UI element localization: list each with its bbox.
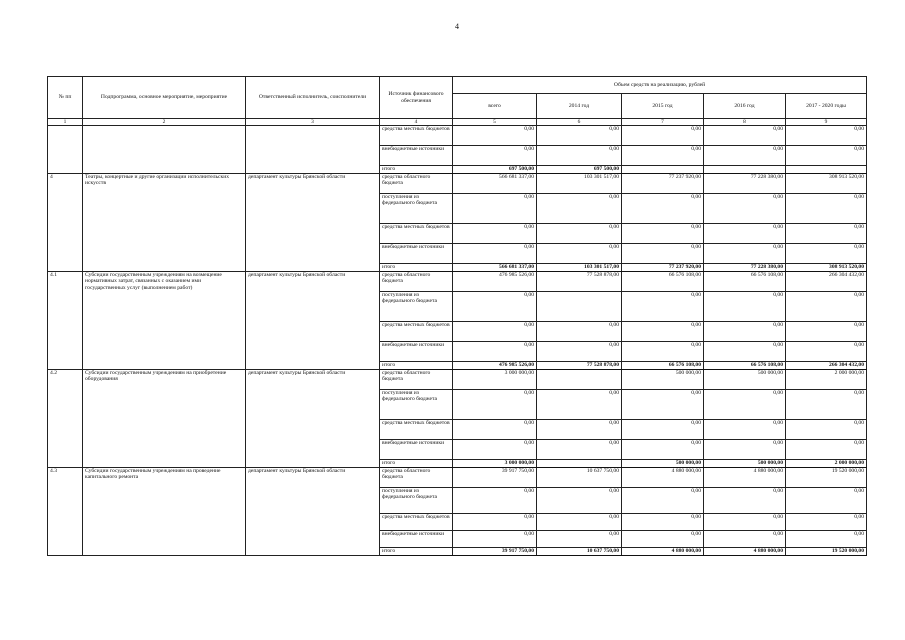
value-2016: 0,00 (704, 390, 786, 420)
header-volume: Объем средств на реализацию, рублей (453, 77, 867, 94)
value-2014: 10 637 750,00 (537, 548, 622, 556)
value-2015: 77 237 920,00 (622, 174, 704, 194)
executor-name: департамент культуры Брянской области (246, 468, 380, 556)
funding-source: внебюджетные источники (380, 531, 453, 548)
value-2017-2020: 0,00 (786, 292, 867, 322)
value-total: 39 917 750,00 (453, 548, 537, 556)
value-2017-2020: 0,00 (786, 126, 867, 146)
value-2014: 0,00 (537, 390, 622, 420)
value-2017-2020: 266 304 432,00 (786, 362, 867, 370)
value-2017-2020: 0,00 (786, 342, 867, 362)
value-2014: 0,00 (537, 488, 622, 514)
value-2015: 77 237 920,00 (622, 264, 704, 272)
value-2015: 0,00 (622, 420, 704, 440)
value-2017-2020: 0,00 (786, 440, 867, 460)
value-2015: 0,00 (622, 146, 704, 166)
value-2017-2020: 0,00 (786, 390, 867, 420)
value-2014 (537, 370, 622, 390)
value-2017-2020: 0,00 (786, 488, 867, 514)
value-total: 0,00 (453, 420, 537, 440)
funding-source: поступления из федерального бюджета (380, 488, 453, 514)
value-total: 0,00 (453, 488, 537, 514)
budget-table (47, 76, 867, 556)
funding-source: средства местных бюджетов (380, 224, 453, 244)
value-2016: 0,00 (704, 194, 786, 224)
value-2015: 4 880 000,00 (622, 548, 704, 556)
funding-source: средства областного бюджета (380, 272, 453, 292)
value-total: 0,00 (453, 440, 537, 460)
value-2015: 500 000,00 (622, 370, 704, 390)
value-total: 0,00 (453, 342, 537, 362)
value-2014: 0,00 (537, 420, 622, 440)
table-row (48, 174, 867, 194)
value-total: 0,00 (453, 126, 537, 146)
value-2014: 0,00 (537, 244, 622, 264)
funding-source: итого (380, 362, 453, 370)
value-2015: 66 576 108,00 (622, 272, 704, 292)
funding-source: итого (380, 166, 453, 174)
column-number: 7 (622, 119, 704, 126)
funding-source: средства областного бюджета (380, 174, 453, 194)
value-total: 566 681 337,00 (453, 264, 537, 272)
executor-name: департамент культуры Брянской области (246, 272, 380, 370)
value-2016: 0,00 (704, 440, 786, 460)
header-program: Подпрограмма, основное мероприятие, мероприятие (83, 77, 246, 119)
value-2014: 103 301 517,00 (537, 174, 622, 194)
funding-source: поступления из федерального бюджета (380, 194, 453, 224)
header-2015: 2015 год (622, 94, 704, 119)
value-total: 39 917 750,00 (453, 468, 537, 488)
executor-name: департамент культуры Брянской области (246, 370, 380, 468)
value-2014: 697 500,00 (537, 166, 622, 174)
value-2016: 0,00 (704, 420, 786, 440)
funding-source: внебюджетные источники (380, 342, 453, 362)
value-2015: 0,00 (622, 126, 704, 146)
column-number: 8 (704, 119, 786, 126)
value-2015: 0,00 (622, 224, 704, 244)
program-name: Субсидии государственным учреждениям на возмещение нормативных затрат, связанных с оказанием ими государственных услуг (выполнением работ) (83, 272, 246, 370)
value-2014: 0,00 (537, 146, 622, 166)
row-number: 4.3 (48, 468, 83, 556)
value-2016: 77 228 380,00 (704, 174, 786, 194)
value-2016: 77 228 380,00 (704, 264, 786, 272)
program-name: Субсидии государственным учреждениям на проведение капитального ремонта (83, 468, 246, 556)
value-total: 476 985 526,00 (453, 272, 537, 292)
program-name: Театры, концертные и другие организации исполнительских искусств (83, 174, 246, 272)
value-total: 3 000 000,00 (453, 370, 537, 390)
value-2014: 77 528 878,00 (537, 272, 622, 292)
value-2014 (537, 292, 622, 322)
value-2015: 0,00 (622, 514, 704, 531)
column-number: 6 (537, 119, 622, 126)
column-number: 5 (453, 119, 537, 126)
value-total: 697 500,00 (453, 166, 537, 174)
header-executor: Ответственный исполнитель, соисполнители (246, 77, 380, 119)
value-2014: 0,00 (537, 126, 622, 146)
table-row (48, 126, 867, 146)
value-2015: 4 880 000,00 (622, 468, 704, 488)
row-number: 4 (48, 174, 83, 272)
column-number: 2 (83, 119, 246, 126)
value-2016: 4 880 000,00 (704, 468, 786, 488)
header-source: Источник финансового обеспечения (380, 77, 453, 119)
value-2016 (704, 166, 786, 174)
table-body (48, 126, 867, 556)
value-2015: 500 000,00 (622, 460, 704, 468)
row-number (48, 126, 83, 174)
column-number: 4 (380, 119, 453, 126)
row-number: 4.2 (48, 370, 83, 468)
funding-source: поступления из федерального бюджета (380, 390, 453, 420)
column-number: 9 (786, 119, 867, 126)
value-2016: 0,00 (704, 322, 786, 342)
value-2016: 0,00 (704, 342, 786, 362)
table-row (48, 468, 867, 488)
value-total: 0,00 (453, 390, 537, 420)
value-total: 476 985 526,00 (453, 362, 537, 370)
value-2016: 0,00 (704, 244, 786, 264)
value-2017-2020 (786, 166, 867, 174)
value-2014: 0,00 (537, 224, 622, 244)
value-2015: 0,00 (622, 440, 704, 460)
value-2016: 0,00 (704, 146, 786, 166)
column-numbers-row (48, 119, 867, 126)
value-total: 0,00 (453, 194, 537, 224)
value-2014: 0,00 (537, 194, 622, 224)
value-2015: 0,00 (622, 342, 704, 362)
value-2017-2020: 2 000 000,00 (786, 460, 867, 468)
executor-name: департамент культуры Брянской области (246, 174, 380, 272)
value-2016: 66 576 108,00 (704, 272, 786, 292)
value-2015: 0,00 (622, 390, 704, 420)
funding-source: поступления из федерального бюджета (380, 292, 453, 322)
value-2015: 0,00 (622, 322, 704, 342)
value-2016: 4 880 000,00 (704, 548, 786, 556)
header-2014: 2014 год (537, 94, 622, 119)
value-2017-2020: 0,00 (786, 224, 867, 244)
funding-source: средства областного бюджета (380, 468, 453, 488)
value-2017-2020: 19 520 000,00 (786, 468, 867, 488)
value-2017-2020: 19 520 000,00 (786, 548, 867, 556)
value-2014: 0,00 (537, 322, 622, 342)
program-name (83, 126, 246, 174)
value-2017-2020: 0,00 (786, 322, 867, 342)
value-2017-2020: 308 913 520,00 (786, 264, 867, 272)
value-2015: 0,00 (622, 531, 704, 548)
value-2014: 0,00 (537, 531, 622, 548)
value-2014 (537, 460, 622, 468)
value-2016: 500 000,00 (704, 370, 786, 390)
value-total: 566 681 337,00 (453, 174, 537, 194)
value-2014: 10 637 750,00 (537, 468, 622, 488)
value-2016: 0,00 (704, 488, 786, 514)
value-2017-2020: 0,00 (786, 244, 867, 264)
value-2017-2020: 0,00 (786, 514, 867, 531)
value-2014: 77 528 878,00 (537, 362, 622, 370)
funding-source: средства местных бюджетов (380, 126, 453, 146)
program-name: Субсидии государственным учреждениям на приобретение оборудования (83, 370, 246, 468)
value-2016: 500 000,00 (704, 460, 786, 468)
value-2017-2020: 0,00 (786, 531, 867, 548)
value-2014: 0,00 (537, 440, 622, 460)
value-total: 0,00 (453, 244, 537, 264)
header-2017-2020: 2017 - 2020 годы (786, 94, 867, 119)
column-number: 1 (48, 119, 83, 126)
header-num: № пп (48, 77, 83, 119)
value-2017-2020: 0,00 (786, 146, 867, 166)
value-2016: 0,00 (704, 531, 786, 548)
value-total: 0,00 (453, 224, 537, 244)
table-row (48, 272, 867, 292)
header-total: всего (453, 94, 537, 119)
value-2016: 0,00 (704, 292, 786, 322)
value-2015 (622, 166, 704, 174)
value-2017-2020: 266 304 432,00 (786, 272, 867, 292)
funding-source: средства местных бюджетов (380, 322, 453, 342)
value-2016: 66 576 108,00 (704, 362, 786, 370)
value-total: 0,00 (453, 322, 537, 342)
value-2017-2020: 2 000 000,00 (786, 370, 867, 390)
value-2015: 0,00 (622, 244, 704, 264)
executor-name (246, 126, 380, 174)
funding-source: итого (380, 264, 453, 272)
value-2016: 0,00 (704, 126, 786, 146)
value-total: 0,00 (453, 531, 537, 548)
page-number: 4 (455, 22, 459, 31)
value-2016: 0,00 (704, 224, 786, 244)
value-total: 0,00 (453, 146, 537, 166)
value-2015: 66 576 108,00 (622, 362, 704, 370)
value-2015: 0,00 (622, 488, 704, 514)
value-total: 3 000 000,00 (453, 460, 537, 468)
value-2014: 103 301 517,00 (537, 264, 622, 272)
value-2016: 0,00 (704, 514, 786, 531)
funding-source: итого (380, 460, 453, 468)
value-2017-2020: 0,00 (786, 420, 867, 440)
value-total: 0,00 (453, 292, 537, 322)
funding-source: итого (380, 548, 453, 556)
value-2014: 0,00 (537, 514, 622, 531)
funding-source: средства местных бюджетов (380, 420, 453, 440)
funding-source: внебюджетные источники (380, 440, 453, 460)
value-total: 0,00 (453, 514, 537, 531)
value-2015: 0,00 (622, 194, 704, 224)
value-2017-2020: 0,00 (786, 194, 867, 224)
funding-source: средства областного бюджета (380, 370, 453, 390)
column-number: 3 (246, 119, 380, 126)
row-number: 4.1 (48, 272, 83, 370)
table-row (48, 370, 867, 390)
header-2016: 2016 год (704, 94, 786, 119)
value-2015: 0,00 (622, 292, 704, 322)
funding-source: внебюджетные источники (380, 146, 453, 166)
value-2014: 0,00 (537, 342, 622, 362)
funding-source: средства местных бюджетов (380, 514, 453, 531)
value-2017-2020: 308 913 520,00 (786, 174, 867, 194)
funding-source: внебюджетные источники (380, 244, 453, 264)
